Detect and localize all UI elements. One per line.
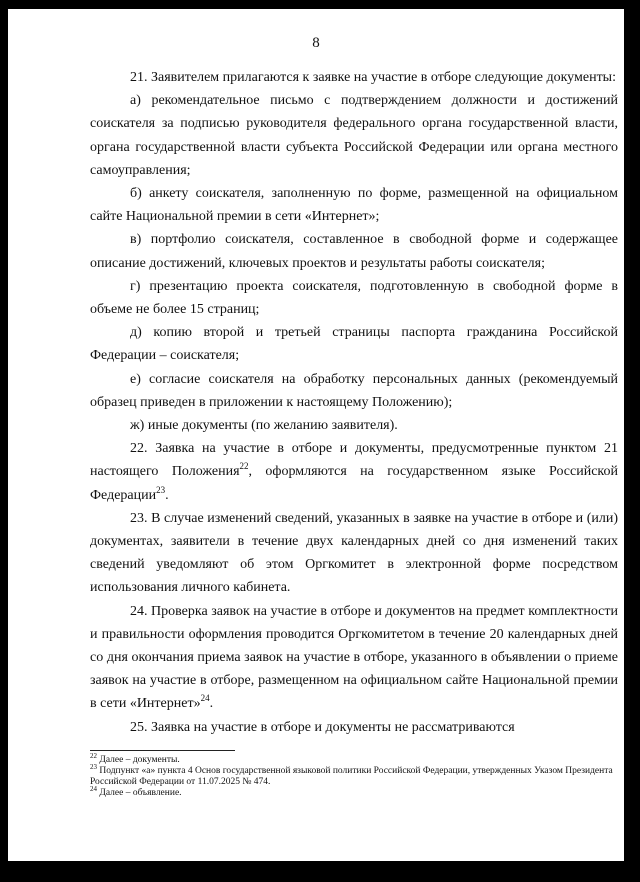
footnote-ref-24: 24 bbox=[200, 693, 210, 704]
paragraph-22-text-1: 22. Заявка на участие в отборе и документы, предусмотренные пунктом 21 настоящего Положения bbox=[90, 441, 618, 480]
paragraph-24-text-2: . bbox=[209, 696, 214, 712]
paragraph-21e: е) согласие соискателя на обработку персональных данных (рекомендуемый образец приведен в приложении к настоящему Положению); bbox=[90, 371, 618, 410]
footnote-number: 22 bbox=[90, 752, 97, 760]
footnote-text: Подпункт «а» пункта 4 Основ государственной языковой политики Российской Федерации, утвержденных Указом Президента Российской Федерации от 11.07.2025 № 474. bbox=[90, 766, 613, 787]
footnote-separator bbox=[90, 750, 235, 751]
page-body bbox=[90, 66, 618, 739]
footnote-text: Далее – документы. bbox=[99, 755, 180, 765]
paragraph-25: 25. Заявка на участие в отборе и документы не рассматриваются bbox=[130, 719, 515, 735]
footnote-24 bbox=[90, 785, 620, 799]
footnote-22 bbox=[90, 752, 620, 766]
paragraph-22-text-2: , оформляются на государственном языке Российской Федерации bbox=[90, 464, 619, 503]
footnote-ref-22: 22 bbox=[239, 461, 249, 472]
paragraph-21g: г) презентацию проекта соискателя, подготовленную в свободной форме в объеме не более 15 страниц; bbox=[90, 278, 618, 318]
paragraph-23: 23. В случае изменений сведений, указанных в заявке на участие в отборе и (или) документах, заявители в течение двух календарных дней со дня изменений таких сведений уведомляют об этом Оргкомитет в электронной форме посредством использования личного кабинета. bbox=[90, 510, 618, 596]
footnotes bbox=[90, 752, 620, 799]
paragraph-21d: д) копию второй и третьей страницы паспорта гражданина Российской Федерации – соискателя; bbox=[90, 325, 618, 364]
paragraph-22 bbox=[90, 437, 618, 507]
paragraph-22-text-3: . bbox=[165, 487, 169, 503]
paragraph-21zh: ж) иные документы (по желанию заявителя). bbox=[130, 418, 398, 434]
paragraph-24-text-1: 24. Проверка заявок на участие в отборе и документов на предмет комплектности и правильности оформления проводится Оргкомитетом в течение 20 календарных дней со дня окончания приема заявок на участие в отборе, указанного в объявлении о приеме заявок на участие в отборе, размещенном на официальном сайте Национальной премии в сети «Интернет» bbox=[90, 603, 618, 712]
footnote-ref-23: 23 bbox=[156, 484, 166, 495]
paragraph-21: 21. Заявителем прилагаются к заявке на участие в отборе следующие документы: bbox=[130, 70, 616, 85]
page-number: 8 bbox=[312, 35, 320, 51]
footnote-number: 23 bbox=[90, 763, 97, 771]
paragraph-21a: а) рекомендательное письмо с подтверждением должности и достижений соискателя за подписью руководителя федерального органа государственной власти, органа государственной власти субъекта Российской Федерации или органа местного самоуправления; bbox=[90, 93, 618, 178]
footnote-text: Далее – объявление. bbox=[99, 788, 182, 798]
paragraph-21v: в) портфолио соискателя, составленное в свободной форме и содержащее описание достижений, ключевых проектов и результаты работы соискателя; bbox=[90, 232, 618, 271]
paragraph-21b: б) анкету соискателя, заполненную по форме, размещенной на официальном сайте Национальной премии в сети «Интернет»; bbox=[90, 186, 618, 225]
footnote-23 bbox=[90, 763, 620, 788]
paragraph-24 bbox=[90, 600, 618, 716]
document-page bbox=[8, 9, 624, 861]
footnote-number: 24 bbox=[90, 785, 97, 793]
